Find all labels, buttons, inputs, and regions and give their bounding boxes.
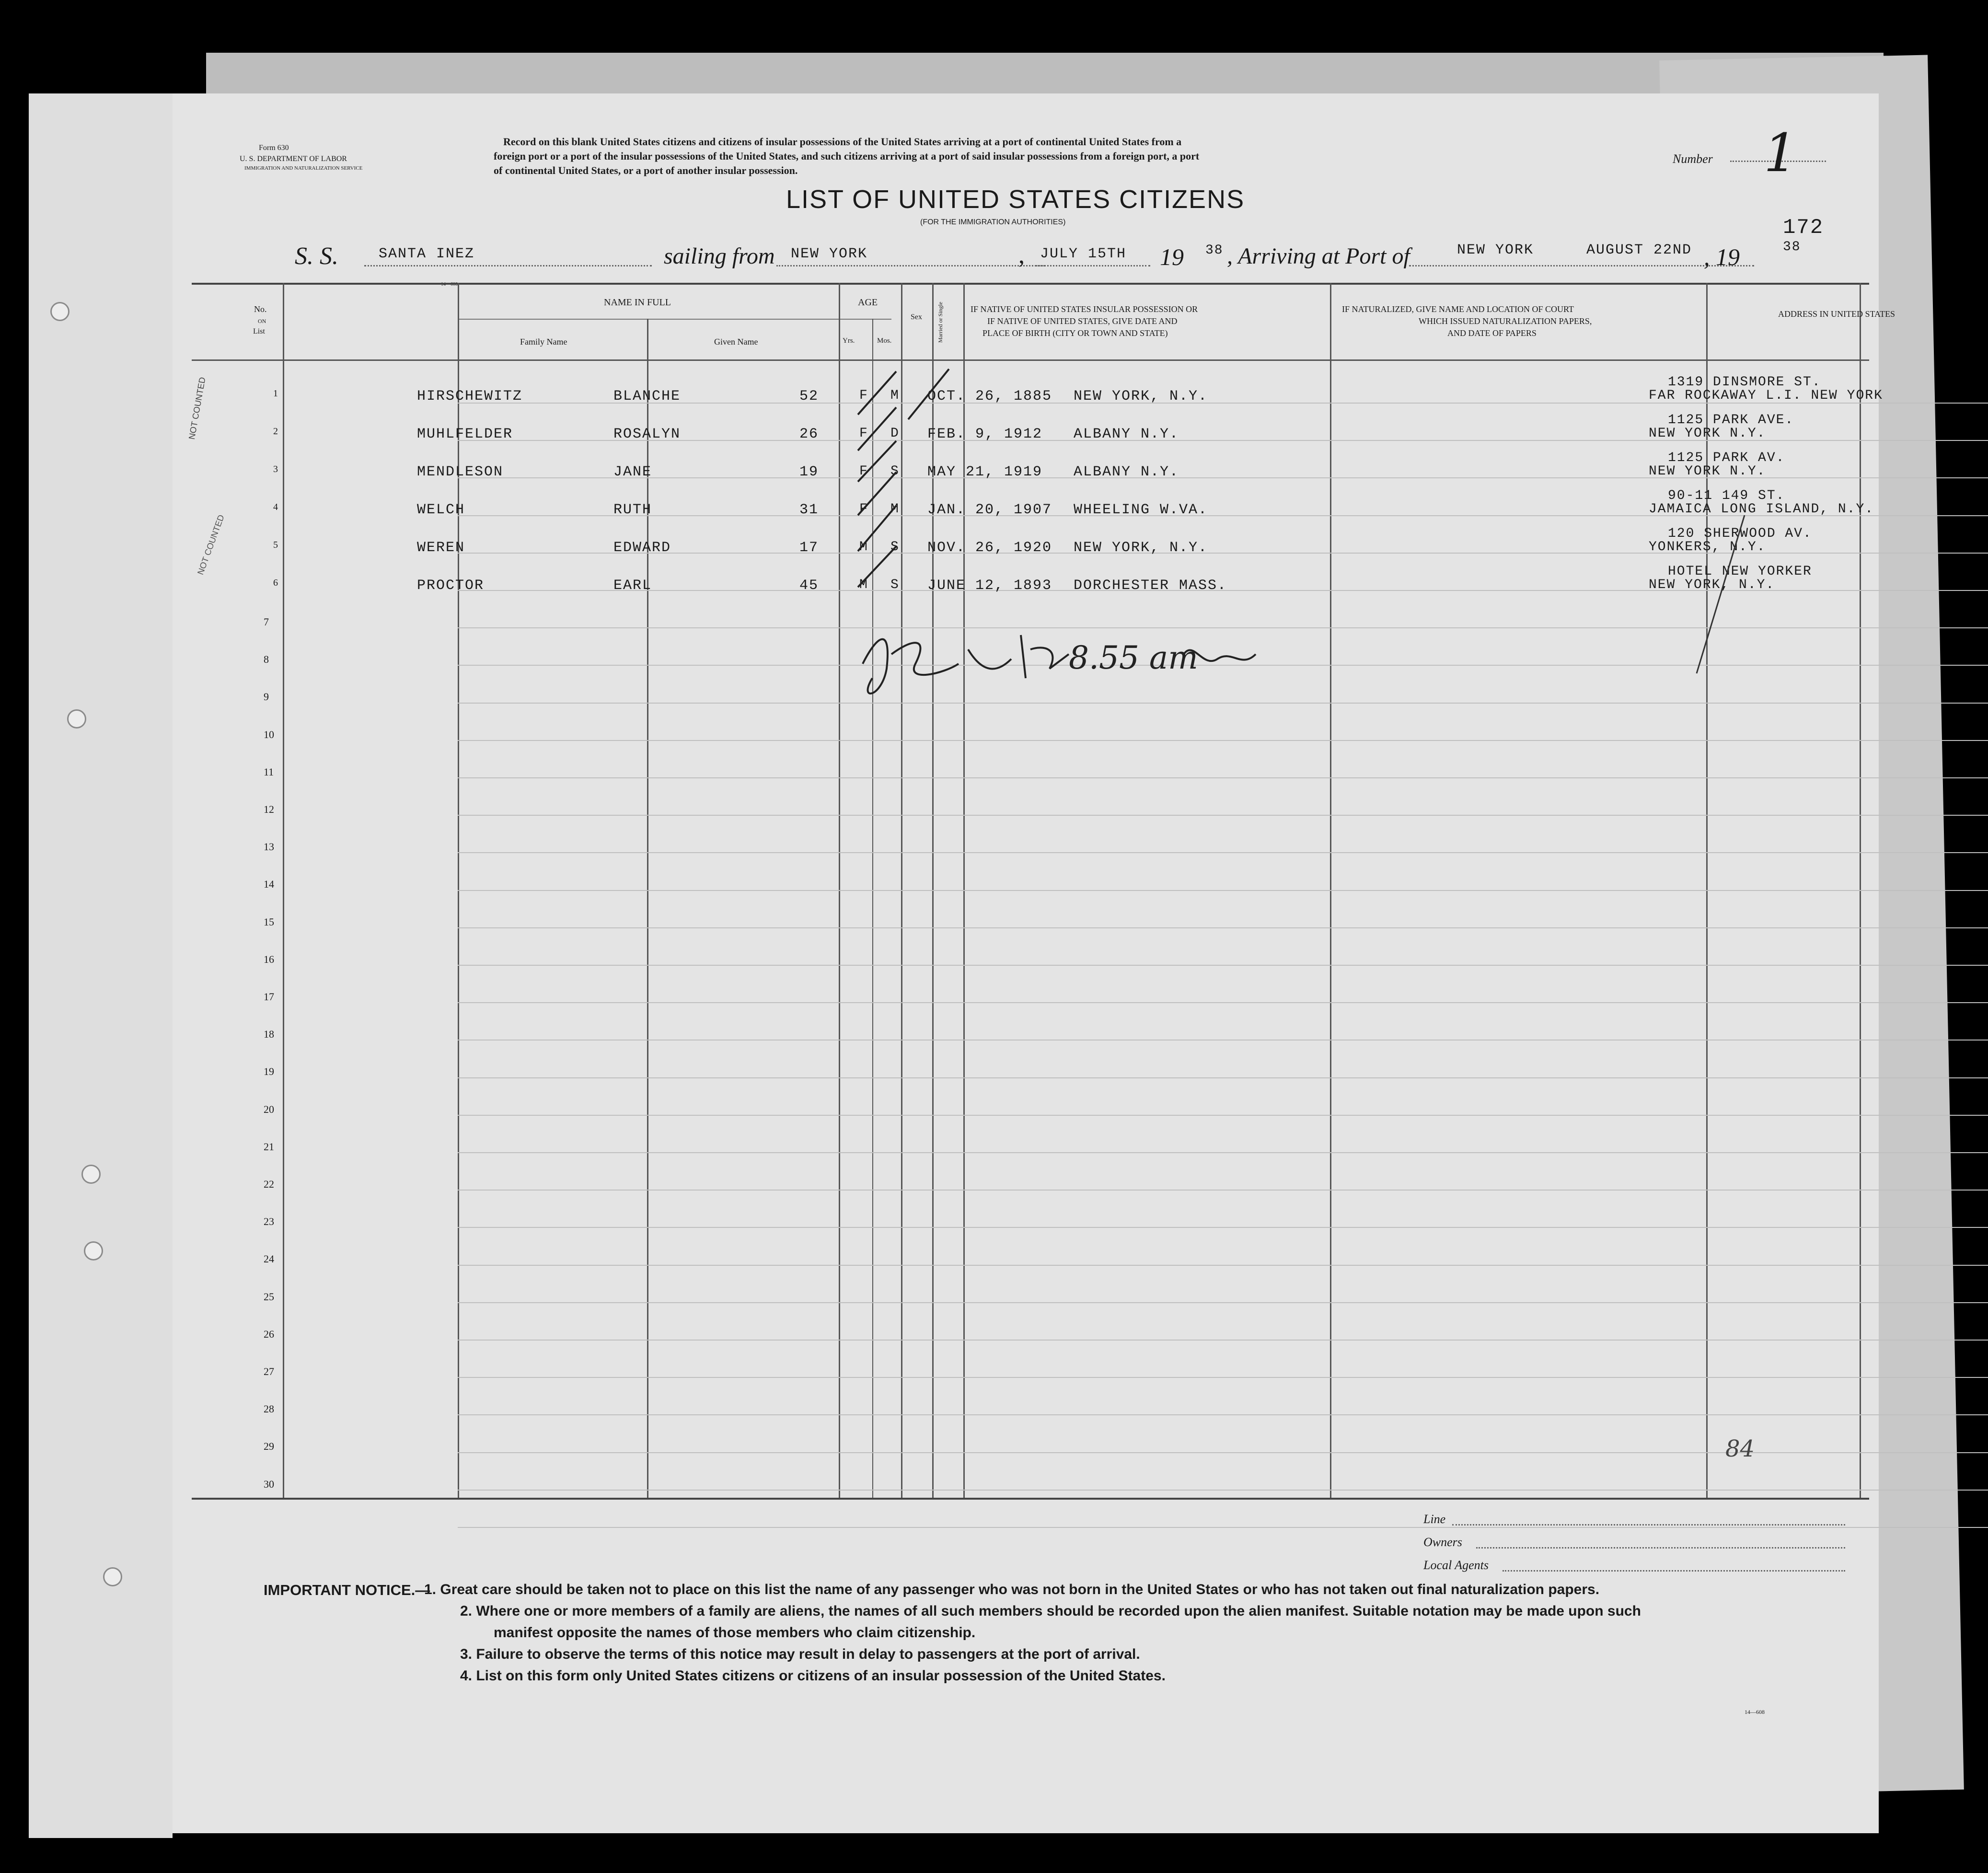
row-number: 24 (264, 1253, 274, 1265)
row-line (458, 1152, 1988, 1153)
given-name: EDWARD (613, 540, 671, 556)
address-line-1: 1125 PARK AV. (1668, 451, 1785, 465)
row-line (458, 1002, 1988, 1003)
birth-place: NEW YORK, N.Y. (1074, 388, 1208, 405)
age-years: 26 (799, 426, 819, 442)
address-line-2: NEW YORK N.Y. (1649, 426, 1766, 441)
sex: F (859, 464, 868, 479)
row-number: 3 (273, 464, 278, 474)
header-on: ON (258, 318, 266, 324)
row-line (458, 815, 1988, 816)
marital-status: M (890, 502, 900, 517)
address-line-1: 120 SHERWOOD AV. (1668, 526, 1812, 541)
row-number: 12 (264, 803, 274, 815)
row-number: 10 (264, 728, 274, 740)
birth-place: NEW YORK, N.Y. (1074, 540, 1208, 556)
row-number: 6 (273, 578, 278, 588)
row-line (458, 1227, 1988, 1228)
inspection-time: 8.55 am (1069, 639, 1198, 676)
manifest-page (173, 93, 1896, 1833)
comma-1: , (1018, 242, 1025, 269)
row-number: 13 (264, 841, 274, 853)
form-code: 14—608 (1745, 1709, 1765, 1715)
ship-fill-line (364, 265, 652, 266)
row-number: 20 (264, 1103, 274, 1115)
row-number: 8 (264, 653, 269, 665)
family-name: WEREN (417, 540, 465, 556)
header-age: AGE (858, 297, 878, 308)
sex: F (859, 426, 868, 441)
family-name: PROCTOR (417, 578, 485, 594)
address-line-2: NEW YORK, N.Y. (1649, 578, 1775, 592)
row-line (458, 1190, 1988, 1191)
address-line-1: 1319 DINSMORE ST. (1668, 375, 1821, 390)
header-mos: Mos. (877, 337, 892, 345)
address-bracket-mark (1668, 506, 1764, 697)
row-number: 7 (264, 616, 269, 628)
birth-date: JUNE 12, 1893 (927, 578, 1052, 594)
binding-margin (29, 93, 173, 1838)
row-line (458, 1040, 1988, 1041)
owners-fill (1476, 1547, 1845, 1549)
row-number: 19 (264, 1065, 274, 1077)
header-naturalized-2: WHICH ISSUED NATURALIZATION PAPERS, (1419, 316, 1592, 326)
row-number: 11 (264, 766, 274, 778)
arrival-fill-line (1409, 265, 1754, 266)
row-number: 21 (264, 1141, 274, 1153)
header-no: No. (254, 304, 267, 314)
birth-place: DORCHESTER MASS. (1074, 578, 1227, 594)
birth-date: FEB. 9, 1912 (927, 426, 1043, 442)
row-number: 4 (273, 502, 278, 512)
col-divider-family (647, 319, 648, 1498)
row-line (458, 890, 1988, 891)
instructions-line-1: Record on this blank United States citizens and citizens of insular possessions of the United States arriving at a port of continental United States from a (503, 136, 1182, 148)
row-line (458, 1302, 1988, 1303)
given-name: EARL (613, 578, 652, 594)
row-line (458, 1414, 1988, 1415)
birth-place: ALBANY N.Y. (1074, 426, 1179, 442)
notice-heading: IMPORTANT NOTICE.— (264, 1582, 430, 1598)
row-number: 30 (264, 1478, 274, 1490)
header-family-name: Family Name (520, 337, 567, 347)
header-birth-2: IF NATIVE OF UNITED STATES, GIVE DATE AND (987, 316, 1178, 326)
given-name: BLANCHE (613, 388, 681, 405)
departure-date-fill-line (1035, 265, 1150, 266)
row-number: 18 (264, 1028, 274, 1040)
year-prefix-2: , 19 (1704, 243, 1740, 270)
header-naturalized-1: IF NATURALIZED, GIVE NAME AND LOCATION OF COURT (1342, 304, 1574, 314)
ss-label: S. S. (295, 243, 338, 270)
notice-3: 3. Failure to observe the terms of this notice may result in delay to passengers at the port of arrival. (460, 1646, 1140, 1662)
birth-date: MAY 21, 1919 (927, 464, 1043, 480)
arrival-port: NEW YORK (1457, 242, 1534, 258)
departure-date: JULY 15TH (1040, 246, 1127, 262)
sex: M (859, 578, 868, 592)
arrival-year: 38 (1783, 240, 1801, 254)
row-line (458, 965, 1988, 966)
address-line-1: 1125 PARK AVE. (1668, 413, 1794, 428)
row-number: 9 (264, 691, 269, 703)
tally-number: 84 (1725, 1435, 1755, 1462)
owners-label: Owners (1423, 1535, 1462, 1549)
age-years: 19 (799, 464, 819, 480)
header-birth-1: IF NATIVE OF UNITED STATES INSULAR POSSESSION OR (971, 304, 1198, 314)
service-name: IMMIGRATION AND NATURALIZATION SERVICE (244, 165, 363, 171)
table-top-border (192, 283, 1869, 285)
sex: M (859, 540, 868, 555)
row-number: 23 (264, 1215, 274, 1227)
row-line (458, 1490, 1988, 1491)
marital-status: S (890, 540, 900, 555)
row-line (458, 852, 1988, 853)
row-line (458, 1077, 1988, 1078)
age-years: 45 (799, 578, 819, 594)
row-line (458, 1452, 1988, 1453)
header-birth-3: PLACE OF BIRTH (CITY OR TOWN AND STATE) (982, 328, 1168, 338)
arrival-date: AUGUST 22ND (1586, 242, 1692, 258)
form-number: Form 630 (259, 144, 289, 152)
birth-place: WHEELING W.VA. (1074, 502, 1208, 518)
family-name: HIRSCHEWITZ (417, 388, 523, 405)
birth-date: JAN. 20, 1907 (927, 502, 1052, 518)
sex: F (859, 388, 868, 403)
header-list: List (253, 327, 265, 335)
family-name: MUHLFELDER (417, 426, 513, 442)
notice-2-continued: manifest opposite the names of those members who claim citizenship. (494, 1625, 976, 1641)
header-address: ADDRESS IN UNITED STATES (1778, 309, 1896, 319)
year-prefix-1: 19 (1160, 243, 1184, 270)
address-line-2: FAR ROCKAWAY L.I. NEW YORK (1649, 388, 1883, 403)
row-number: 25 (264, 1291, 274, 1303)
notice-1: 1. Great care should be taken not to place on this list the name of any passenger who was not born in the United States or who has not taken out final naturalization papers. (424, 1582, 1600, 1597)
punch-hole (67, 709, 86, 728)
row-number: 16 (264, 953, 274, 965)
age-years: 52 (799, 388, 819, 405)
header-married-single: Married or Single (937, 301, 944, 343)
row-number: 1 (273, 388, 278, 399)
local-agents-label: Local Agents (1423, 1558, 1489, 1572)
address-line-2: NEW YORK N.Y. (1649, 464, 1766, 479)
birth-date: OCT. 26, 1885 (927, 388, 1052, 405)
row-line (458, 1340, 1988, 1341)
header-naturalized-3: AND DATE OF PAPERS (1447, 328, 1537, 338)
birth-place: ALBANY N.Y. (1074, 464, 1179, 480)
row-number: 22 (264, 1178, 274, 1190)
header-sex: Sex (911, 313, 922, 321)
page-number: 172 (1783, 216, 1824, 240)
departure-year: 38 (1205, 243, 1224, 258)
line-fill (1452, 1524, 1845, 1526)
marital-status: S (890, 578, 900, 592)
row-number: 14 (264, 878, 274, 890)
list-number: 1 (1764, 122, 1797, 184)
department-name: U. S. DEPARTMENT OF LABOR (240, 155, 347, 163)
row-number: 2 (273, 426, 278, 437)
header-yrs: Yrs. (843, 337, 855, 345)
age-years: 17 (799, 540, 819, 556)
not-counted-stamp: NOT COUNTED (187, 376, 208, 440)
row-number: 15 (264, 916, 274, 928)
given-name: JANE (613, 464, 652, 480)
marital-status: M (890, 388, 900, 403)
row-number: 27 (264, 1365, 274, 1377)
row-line (458, 1265, 1988, 1266)
given-name: ROSALYN (613, 426, 681, 442)
family-name: WELCH (417, 502, 465, 518)
header-bottom-border (192, 359, 1869, 361)
row-line (458, 777, 1988, 778)
name-header-divider (458, 319, 891, 320)
instructions-line-3: of continental United States, or a port of another insular possession. (494, 164, 798, 176)
address-line-1: HOTEL NEW YORKER (1668, 564, 1812, 579)
header-name-in-full: NAME IN FULL (604, 297, 671, 308)
line-label: Line (1423, 1512, 1446, 1526)
row-line (458, 1527, 1988, 1528)
row-line (458, 1115, 1988, 1116)
marital-status: D (890, 426, 900, 441)
punch-hole (81, 1165, 101, 1184)
birth-date: NOV. 26, 1920 (927, 540, 1052, 556)
number-label: Number (1673, 152, 1713, 166)
not-counted-stamp: NOT COUNTED (196, 513, 226, 576)
arriving-label: , Arriving at Port of (1227, 243, 1410, 269)
row-number: 5 (273, 540, 278, 550)
punch-hole (50, 302, 69, 321)
age-years: 31 (799, 502, 819, 518)
table-bottom-border (192, 1498, 1869, 1500)
departure-port: NEW YORK (791, 246, 868, 262)
marital-status: S (890, 464, 900, 479)
from-port-fill-line (776, 265, 1045, 266)
punch-hole (84, 1241, 103, 1260)
row-line (458, 927, 1988, 928)
inspector-signature (820, 597, 1347, 740)
row-number: 28 (264, 1403, 274, 1415)
row-number: 29 (264, 1440, 274, 1452)
address-line-2: JAMAICA LONG ISLAND, N.Y. (1649, 502, 1874, 517)
row-number: 17 (264, 991, 274, 1003)
row-line (458, 1377, 1988, 1378)
address-line-1: 90-11 149 ST. (1668, 488, 1785, 503)
notice-2: 2. Where one or more members of a family are aliens, the names of all such members should be recorded upon the alien manifest. Suitable notation may be made upon such (460, 1603, 1641, 1619)
row-number: 26 (264, 1328, 274, 1340)
given-name: RUTH (613, 502, 652, 518)
local-agents-fill (1503, 1570, 1845, 1572)
instructions-line-2: foreign port or a port of the insular possessions of the United States, and such citizens arriving at a port of said insular possessions from a foreign port, a port (494, 150, 1200, 162)
notice-4: 4. List on this form only United States citizens or citizens of an insular possession of the United States. (460, 1668, 1166, 1684)
sex: F (859, 502, 868, 517)
ship-name: SANTA INEZ (379, 246, 475, 262)
page-title: LIST OF UNITED STATES CITIZENS (786, 185, 1245, 214)
sailing-from-label: sailing from (664, 243, 775, 269)
header-given-name: Given Name (714, 337, 758, 347)
address-line-2: YONKERS, N.Y. (1649, 540, 1766, 555)
page-subtitle: (FOR THE IMMIGRATION AUTHORITIES) (920, 218, 1066, 226)
family-name: MENDLESON (417, 464, 504, 480)
punch-hole (103, 1567, 122, 1586)
